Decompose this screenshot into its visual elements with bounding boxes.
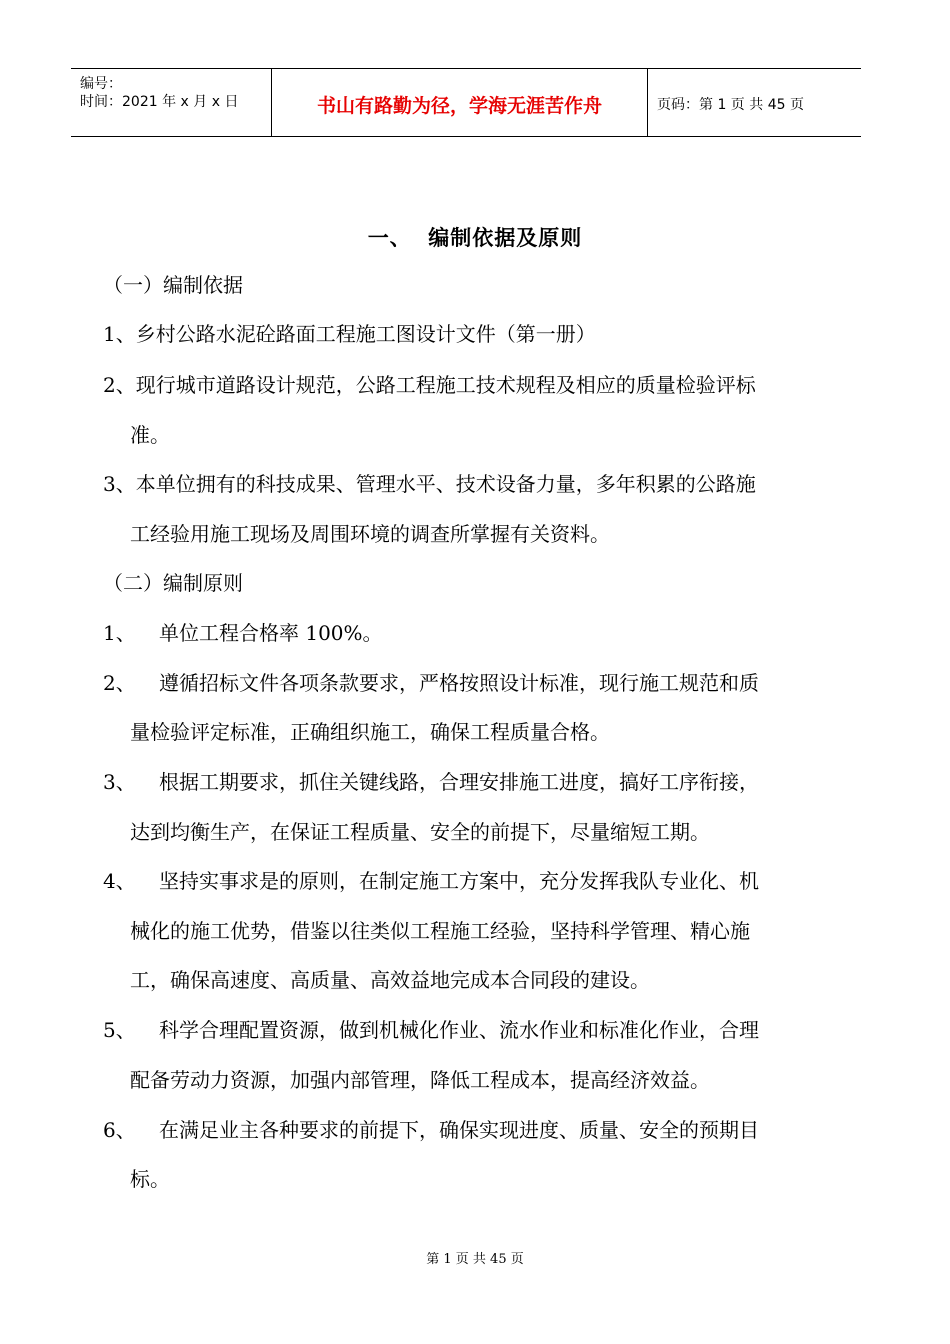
principle-5-line-1: 科学合理配置资源，做到机械化作业、流水作业和标准化作业，合理 xyxy=(159,1018,759,1042)
principle-5-line-2: 配备劳动力资源，加强内部管理，降低工程成本，提高经济效益。 xyxy=(130,1068,710,1092)
principle-4-line-2: 械化的施工优势，借鉴以往类似工程施工经验，坚持科学管理、精心施 xyxy=(130,919,750,943)
principle-3-line-2: 达到均衡生产，在保证工程质量、安全的前提下，尽量缩短工期。 xyxy=(130,820,710,844)
principle-6-number: 6、 xyxy=(103,1118,136,1142)
basis-item-3-line-2: 工经验用施工现场及周围环境的调查所掌握有关资料。 xyxy=(130,522,610,546)
document-number-label: 编号： xyxy=(80,76,122,92)
header-page-cell xyxy=(648,69,861,136)
basis-item-2-line-1: 2、现行城市道路设计规范，公路工程施工技术规程及相应的质量检验评标 xyxy=(103,373,756,397)
document-time-label: 时间：2021 年 x 月 x 日 xyxy=(80,94,239,110)
section-title: 一、 编制依据及原则 xyxy=(367,226,583,250)
principle-6-line-1: 在满足业主各种要求的前提下，确保实现进度、质量、安全的预期目 xyxy=(159,1118,759,1142)
principle-1-line-1: 单位工程合格率 100%。 xyxy=(159,621,383,645)
header-motto-cell xyxy=(272,69,648,136)
basis-item-2-line-2: 准。 xyxy=(130,423,170,447)
principle-5-number: 5、 xyxy=(103,1018,136,1042)
principle-3-number: 3、 xyxy=(103,770,136,794)
principle-3-line-1: 根据工期要求，抓住关键线路，合理安排施工进度，搞好工序衔接， xyxy=(159,770,759,794)
header-meta-cell xyxy=(71,69,272,136)
principle-4-line-3: 工，确保高速度、高质量、高效益地完成本合同段的建设。 xyxy=(130,968,650,992)
principle-heading: （二）编制原则 xyxy=(103,571,243,595)
principle-2-line-2: 量检验评定标准，正确组织施工，确保工程质量合格。 xyxy=(130,720,610,744)
basis-heading: （一）编制依据 xyxy=(103,273,243,297)
principle-6-line-2: 标。 xyxy=(130,1167,170,1191)
principle-2-line-1: 遵循招标文件各项条款要求，严格按照设计标准，现行施工规范和质 xyxy=(159,671,759,695)
basis-item-1: 1、乡村公路水泥砼路面工程施工图设计文件（第一册） xyxy=(103,322,596,346)
page-footer: 第 1 页 共 45 页 xyxy=(426,1252,524,1267)
principle-4-line-1: 坚持实事求是的原则，在制定施工方案中，充分发挥我队专业化、机 xyxy=(159,869,759,893)
principle-1-number: 1、 xyxy=(103,621,136,645)
document-header xyxy=(71,68,861,137)
header-page-info: 页码：第 1 页 共 45 页 xyxy=(657,97,804,113)
principle-2-number: 2、 xyxy=(103,671,136,695)
basis-item-3-line-1: 3、本单位拥有的科技成果、管理水平、技术设备力量，多年积累的公路施 xyxy=(103,472,756,496)
principle-4-number: 4、 xyxy=(103,869,136,893)
header-motto: 书山有路勤为径，学海无涯苦作舟 xyxy=(316,95,602,117)
